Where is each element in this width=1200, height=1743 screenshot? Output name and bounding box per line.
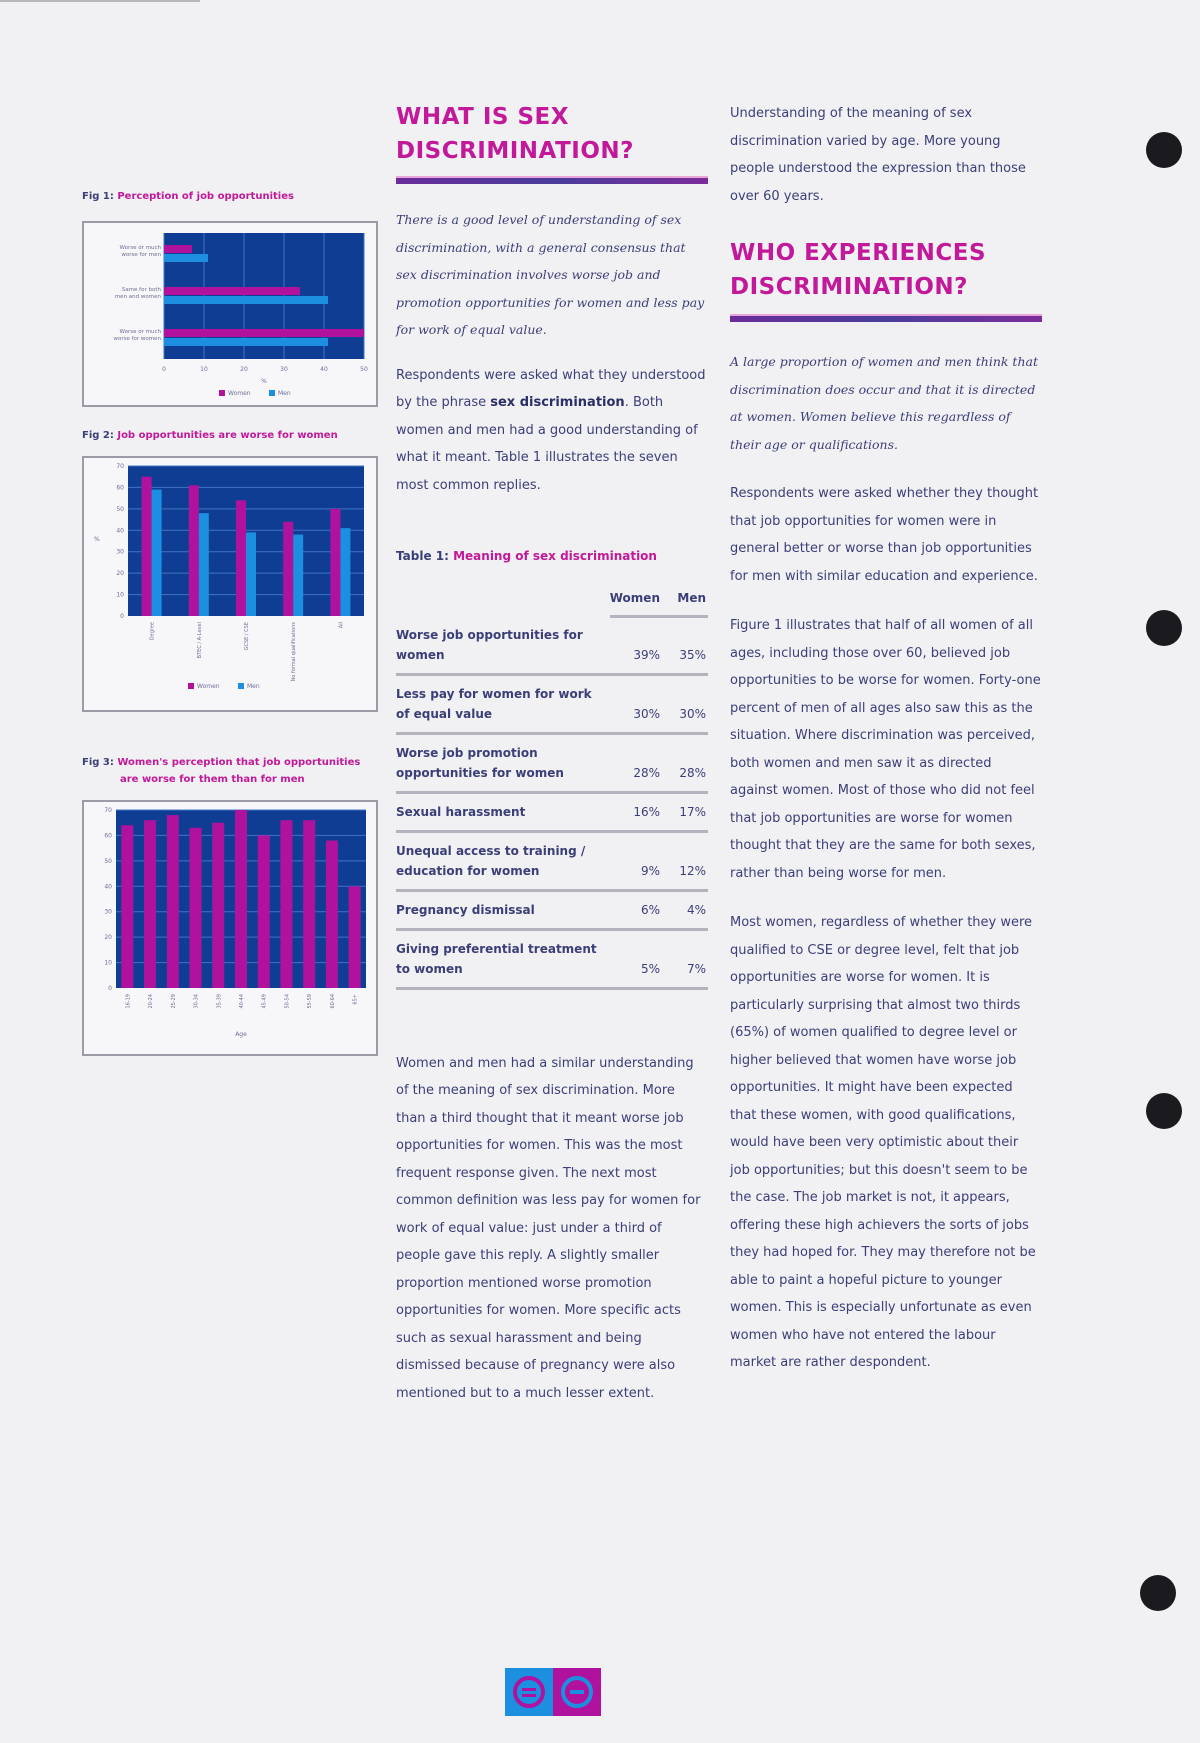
figures-column (82, 188, 380, 1056)
legend-swatch-men (238, 683, 244, 689)
middle-column (396, 100, 708, 1407)
row-label: Worse job promotion opportunities for women (396, 733, 610, 792)
y-tick-label: 10 (104, 959, 112, 967)
x-category-label: 40-44 (239, 994, 245, 1009)
y-tick-label: 40 (104, 883, 112, 891)
right-column (730, 100, 1042, 1377)
x-tick-label: 0 (162, 366, 166, 373)
legend-label: Women (228, 390, 251, 397)
logo-circle-icon (559, 1674, 595, 1710)
bar-women (167, 815, 179, 988)
bar-women (212, 823, 224, 988)
bar-men (246, 532, 256, 616)
x-category-label: All (338, 622, 345, 629)
header-blank (396, 591, 610, 617)
legend-swatch-men (269, 390, 275, 396)
x-category-label: 50-54 (284, 994, 291, 1009)
x-category-label: GCSE / CSE (244, 622, 250, 651)
y-tick-label: 50 (116, 505, 124, 513)
bar-women (349, 886, 361, 988)
row-women-value: 30% (610, 674, 662, 733)
row-men-value: 17% (662, 792, 708, 831)
paragraph-age: Understanding of the meaning of sex discrimination varied by age. More young people understood the expression than those over 60 years. (730, 106, 1026, 204)
legend-label: Men (247, 683, 260, 690)
y-tick-label: 70 (116, 463, 124, 470)
table-title: Meaning of sex discrimination (453, 549, 657, 563)
bar-men (340, 528, 350, 616)
fig2-svg (84, 458, 376, 710)
logo-right-square (553, 1668, 601, 1716)
y-category-label: Worse or much worse for women (113, 329, 161, 342)
x-category-label: 60-64 (329, 994, 336, 1009)
row-women-value: 9% (610, 831, 662, 890)
x-tick-label: 30 (280, 366, 288, 373)
row-label: Unequal access to training / education for women (396, 831, 610, 890)
section-heading-who-experiences: WHO EXPERIENCES DISCRIMINATION? (730, 240, 987, 300)
y-tick-label: 20 (104, 934, 112, 942)
bar-men (199, 513, 209, 616)
bar-women (330, 509, 340, 616)
binder-hole (1146, 132, 1182, 168)
table-row (396, 831, 708, 890)
scan-edge-line (0, 0, 200, 2)
bar-men (293, 535, 303, 616)
fig1-caption (82, 188, 380, 205)
bar-women (142, 477, 152, 616)
x-category-label: 25-29 (170, 994, 177, 1009)
legend-swatch-women (219, 390, 225, 396)
binder-hole (1140, 1575, 1176, 1611)
fig3-title: Women's perception that job opportunities are worse for them than for men (117, 757, 361, 785)
bar-men (164, 338, 328, 346)
bar-women (144, 820, 156, 988)
table-row (396, 617, 708, 675)
bar-women (258, 835, 270, 988)
row-men-value: 28% (662, 733, 708, 792)
bar-women (190, 828, 202, 988)
bar-women (326, 841, 338, 988)
para-bold-term: sex discrimination (490, 395, 625, 410)
fig1-number: Fig 1: (82, 191, 114, 202)
bar-women (164, 329, 364, 337)
row-women-value: 5% (610, 929, 662, 988)
bar-men (152, 490, 162, 616)
bar-men (164, 254, 208, 262)
bar-women (283, 522, 293, 616)
eoc-logo-icon (505, 1668, 601, 1716)
x-tick-label: 10 (200, 366, 208, 373)
x-category-label: 20-24 (148, 994, 155, 1009)
legend-swatch-women (188, 683, 194, 689)
header-men: Men (662, 591, 708, 617)
bar-women (303, 820, 315, 988)
fig2-chart (82, 456, 378, 712)
x-axis-label: Age (235, 1031, 247, 1038)
row-men-value: 12% (662, 831, 708, 890)
bar-women (235, 810, 247, 988)
fig3-number: Fig 3: (82, 757, 114, 768)
y-tick-label: 70 (104, 807, 112, 814)
paragraph-asked: Respondents were asked whether they thought that job opportunities for women were in general better or worse than job opportunities for men with similar education and experience. (730, 486, 1039, 584)
section-heading-what-is: WHAT IS SEX DISCRIMINATION? (396, 104, 634, 164)
x-category-label: 65+ (352, 994, 359, 1005)
fig2-number: Fig 2: (82, 430, 114, 441)
y-tick-label: 30 (116, 548, 124, 556)
paragraph-qualifications: Most women, regardless of whether they were qualified to CSE or degree level, felt that job opportunities are worse for women. It is particularly surprising that almost two thirds (65%) of women qualified to degree level or higher believed that women have worse job opportunities. It might have been expected that these women, with good qualifications, would have been very optimistic about their job opportunities; but this doesn't seem to be the case. The job market is not, it appears, offering these high achievers the sorts of jobs they had hoped for. They may therefore not be able to paint a hopeful picture to younger women. This is especially unfortunate as even women who have not entered the labour market are rather despondent. (730, 915, 1036, 1370)
fig1-chart (82, 221, 378, 407)
y-tick-label: 0 (120, 613, 124, 620)
para-text: . Both women and men had a good understanding of what it meant. Table 1 illustrates the seven most common replies. (396, 395, 698, 493)
y-tick-label: 30 (104, 908, 112, 916)
bar-men (164, 296, 328, 304)
x-category-label: No formal qualifications (291, 622, 298, 682)
table-row (396, 792, 708, 831)
y-tick-label: 50 (104, 857, 112, 865)
table-row (396, 733, 708, 792)
binder-hole (1146, 610, 1182, 646)
bar-women (280, 820, 292, 988)
intro-paragraph: A large proportion of women and men think that discrimination does occur and that it is directed at women. Women believe this regardless of their age or qualifications. (730, 354, 1038, 452)
table-row (396, 890, 708, 929)
y-tick-label: 60 (104, 832, 112, 840)
logo-circle-icon (511, 1674, 547, 1710)
bar-women (121, 825, 133, 988)
y-category-label: Worse or much worse for men (119, 245, 161, 258)
table-body (396, 617, 708, 989)
heading-rule (730, 316, 1042, 322)
row-men-value: 30% (662, 674, 708, 733)
row-label: Pregnancy dismissal (396, 890, 610, 929)
x-category-label: Degree (149, 622, 156, 641)
x-category-label: 55-59 (307, 994, 314, 1009)
y-axis-label: % (94, 536, 100, 543)
y-tick-label: 20 (116, 570, 124, 578)
bar-women (164, 245, 192, 253)
row-women-value: 6% (610, 890, 662, 929)
legend-label: Women (197, 683, 220, 690)
row-label: Giving preferential treatment to women (396, 929, 610, 988)
y-tick-label: 10 (116, 591, 124, 599)
table-header-row (396, 591, 708, 617)
y-tick-label: 60 (116, 484, 124, 492)
x-tick-label: 20 (240, 366, 248, 373)
fig1-title: Perception of job opportunities (117, 191, 294, 202)
paragraph-respondents (396, 362, 708, 500)
x-category-label: 16-19 (125, 994, 132, 1009)
x-tick-label: 50 (360, 366, 368, 373)
heading-rule (396, 178, 708, 184)
x-category-label: 35-39 (216, 994, 223, 1009)
table-row (396, 674, 708, 733)
fig3-svg (84, 802, 376, 1054)
bar-women (164, 287, 300, 295)
binder-hole (1146, 1093, 1182, 1129)
row-label: Sexual harassment (396, 792, 610, 831)
row-label: Less pay for women for work of equal value (396, 674, 610, 733)
intro-paragraph: There is a good level of understanding of sex discrimination, with a general consensus that sex discrimination involves worse job and promotion opportunities for women and less pay for work of equal value. (396, 212, 705, 337)
row-women-value: 39% (610, 617, 662, 675)
fig3-caption (82, 754, 380, 788)
table-caption (396, 549, 708, 563)
row-men-value: 4% (662, 890, 708, 929)
x-category-label: 30-34 (193, 994, 200, 1009)
fig2-title: Job opportunities are worse for women (117, 430, 338, 441)
paragraph-figure1: Figure 1 illustrates that half of all women of all ages, including those over 60, believed job opportunities to be worse for women. Forty-one percent of men of all ages also saw this as the situation. Where discrimination was perceived, both women and men saw it as directed against women. Most of those who did not feel that job opportunities are worse for women thought that they are the same for both sexes, rather than being worse for men. (730, 618, 1041, 881)
y-tick-label: 0 (108, 985, 112, 992)
para-text: Respondents were asked what they understood by the phrase (396, 367, 706, 410)
table-number: Table 1: (396, 549, 449, 563)
bar-women (236, 500, 246, 616)
table-row (396, 929, 708, 988)
row-women-value: 28% (610, 733, 662, 792)
legend-label: Men (278, 390, 291, 397)
x-axis-label: % (261, 378, 267, 385)
x-category-label: BTEC / A-Level (196, 622, 203, 659)
fig1-svg (84, 223, 376, 405)
fig2-caption (82, 427, 380, 444)
paragraph-similar-understanding: Women and men had a similar understanding of the meaning of sex discrimination. More than a third thought that it meant worse job opportunities for women. This was the most frequent response given. The next most common definition was less pay for women for work of equal value: just under a third of people gave this reply. A slightly smaller proportion mentioned worse promotion opportunities for women. More specific acts such as sexual harassment and being dismissed because of pregnancy were also mentioned but to a much lesser extent. (396, 1055, 701, 1401)
row-men-value: 35% (662, 617, 708, 675)
header-women: Women (610, 591, 662, 617)
x-category-label: 45-49 (261, 994, 268, 1009)
y-category-label: Same for both men and women (114, 287, 161, 300)
meaning-table (396, 591, 708, 990)
row-women-value: 16% (610, 792, 662, 831)
row-label: Worse job opportunities for women (396, 617, 610, 675)
bar-women (189, 485, 199, 616)
fig3-chart (82, 800, 378, 1056)
y-tick-label: 40 (116, 527, 124, 535)
logo-left-square (505, 1668, 553, 1716)
row-men-value: 7% (662, 929, 708, 988)
x-tick-label: 40 (320, 366, 328, 373)
